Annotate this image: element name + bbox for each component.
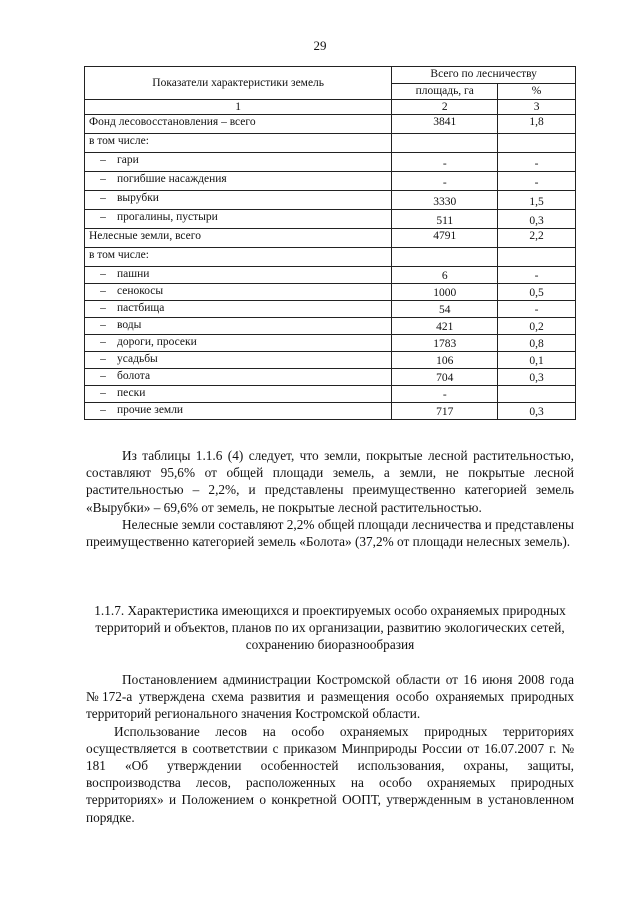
paragraph-resolution: Постановлением администрации Костромской области от 16 июня 2008 года №172-а утверждена схема развития и размещения особо охраняемых природных территорий регионального значения Костромской области.: [86, 672, 574, 722]
row-area: [392, 134, 498, 153]
row-area: 3330: [392, 191, 498, 210]
row-label-cell: [85, 267, 392, 284]
paragraph-table-summary: Из таблицы 1.1.6 (4) следует, что земли, покрытые лесной растительностью, составляют 95,6% от общей площади земель, а земли, не покрытые лесной растительностью – 2,2%, и представлены преимущественно категорией земель «Вырубки» – 69,6% от земель, не покрытые лесной растительностью.: [86, 448, 574, 515]
row-percent: 0,3: [498, 210, 576, 229]
row-label: погибшие насаждения: [117, 173, 227, 186]
paragraph-forest-use: Использование лесов на особо охраняемых природных территориях осуществляется в соответствии с приказом Минприроды России от 16.07.2007 г. № 181 «Об утверждении особенностей использования, охраны, защиты, воспроизводства лесов, расположенных на особо охраняемых природных территориях» и Положением о конкретной ООПТ, утвержденным в установленном порядке.: [86, 723, 574, 825]
row-label-cell: [85, 115, 392, 134]
row-label: дороги, просеки: [117, 336, 197, 349]
column-number-3: 3: [498, 100, 576, 115]
row-label: пашни: [117, 268, 150, 281]
row-label: в том числе:: [89, 135, 149, 148]
row-area: -: [392, 386, 498, 403]
header-percent: %: [498, 83, 576, 100]
row-area: [392, 248, 498, 267]
table-body: [85, 115, 576, 420]
row-area: 106: [392, 352, 498, 369]
row-area: 1783: [392, 335, 498, 352]
row-label-cell: [85, 284, 392, 301]
row-percent: 0,3: [498, 369, 576, 386]
table-row: [85, 134, 576, 153]
table-row: [85, 386, 576, 403]
table-row: [85, 284, 576, 301]
page-number: 29: [313, 38, 327, 53]
row-area: 704: [392, 369, 498, 386]
table-row: [85, 301, 576, 318]
list-dash: –: [100, 302, 106, 315]
row-label: Фонд лесовосстановления – всего: [89, 116, 256, 129]
row-label: в том числе:: [89, 249, 149, 262]
row-area: 54: [392, 301, 498, 318]
row-percent: [498, 134, 576, 153]
list-dash: –: [100, 387, 106, 400]
table-row: [85, 210, 576, 229]
row-area: 511: [392, 210, 498, 229]
list-dash: –: [100, 353, 106, 366]
row-label: пастбища: [117, 302, 165, 315]
row-label-cell: [85, 369, 392, 386]
row-area: 3841: [392, 115, 498, 134]
row-percent: -: [498, 301, 576, 318]
table-row: [85, 229, 576, 248]
header-indicators: Показатели характеристики земель: [85, 67, 392, 100]
table-row: [85, 248, 576, 267]
row-label-cell: [85, 335, 392, 352]
row-percent: [498, 386, 576, 403]
list-dash: –: [100, 285, 106, 298]
list-dash: –: [100, 404, 106, 417]
row-label-cell: [85, 191, 392, 210]
table-row: [85, 115, 576, 134]
row-label: прочие земли: [117, 404, 184, 417]
list-dash: –: [100, 319, 106, 332]
row-area: 717: [392, 403, 498, 420]
list-dash: –: [100, 192, 106, 205]
list-dash: –: [100, 211, 106, 224]
row-label: прогалины, пустыри: [117, 211, 218, 224]
row-percent: 0,8: [498, 335, 576, 352]
column-number-1: 1: [85, 100, 392, 115]
row-label: вырубки: [117, 192, 159, 205]
row-label: Нелесные земли, всего: [89, 230, 201, 243]
row-percent: -: [498, 172, 576, 191]
table-row: [85, 352, 576, 369]
row-label-cell: [85, 386, 392, 403]
paragraph-non-forest: Нелесные земли составляют 2,2% общей площади лесничества и представлены преимущественно категорией земель «Болота» (37,2% от площади нелесных земель).: [86, 516, 574, 550]
row-percent: 1,5: [498, 191, 576, 210]
row-percent: -: [498, 153, 576, 172]
row-percent: -: [498, 267, 576, 284]
protected-areas-text: [86, 671, 574, 826]
row-label: болота: [117, 370, 151, 383]
row-percent: 0,3: [498, 403, 576, 420]
row-label: усадьбы: [117, 353, 158, 366]
analysis-text: [86, 447, 574, 550]
row-percent: 0,2: [498, 318, 576, 335]
row-percent: 1,8: [498, 115, 576, 134]
row-area: 6: [392, 267, 498, 284]
row-percent: 0,1: [498, 352, 576, 369]
header-total-group: Всего по лесничеству: [392, 67, 576, 84]
column-number-2: 2: [392, 100, 498, 115]
row-percent: 0,5: [498, 284, 576, 301]
row-label-cell: [85, 134, 392, 153]
row-label-cell: [85, 172, 392, 191]
table-row: [85, 267, 576, 284]
row-label: пески: [117, 387, 146, 400]
list-dash: –: [100, 370, 106, 383]
land-characteristics-table: [84, 66, 576, 420]
row-label: гари: [117, 154, 139, 167]
row-area: -: [392, 172, 498, 191]
row-label-cell: [85, 210, 392, 229]
section-heading: 1.1.7. Характеристика имеющихся и проектируемых особо охраняемых природных территорий и объектов, планов по их организации, развитию экологических сетей, сохранению биоразнообразия: [94, 603, 566, 653]
row-label-cell: [85, 301, 392, 318]
table-row: [85, 191, 576, 210]
row-area: -: [392, 153, 498, 172]
table-row: [85, 335, 576, 352]
row-label: воды: [117, 319, 142, 332]
table-row: [85, 172, 576, 191]
list-dash: –: [100, 336, 106, 349]
row-label-cell: [85, 153, 392, 172]
list-dash: –: [100, 268, 106, 281]
row-label-cell: [85, 248, 392, 267]
row-percent: [498, 248, 576, 267]
list-dash: –: [100, 154, 106, 167]
row-area: 4791: [392, 229, 498, 248]
table-row: [85, 153, 576, 172]
row-area: 421: [392, 318, 498, 335]
row-label-cell: [85, 403, 392, 420]
table-row: [85, 369, 576, 386]
table-row: [85, 318, 576, 335]
list-dash: –: [100, 173, 106, 186]
table-row: [85, 403, 576, 420]
header-area: площадь, га: [392, 83, 498, 100]
row-percent: 2,2: [498, 229, 576, 248]
row-area: 1000: [392, 284, 498, 301]
row-label-cell: [85, 352, 392, 369]
row-label-cell: [85, 229, 392, 248]
row-label: сенокосы: [117, 285, 164, 298]
row-label-cell: [85, 318, 392, 335]
